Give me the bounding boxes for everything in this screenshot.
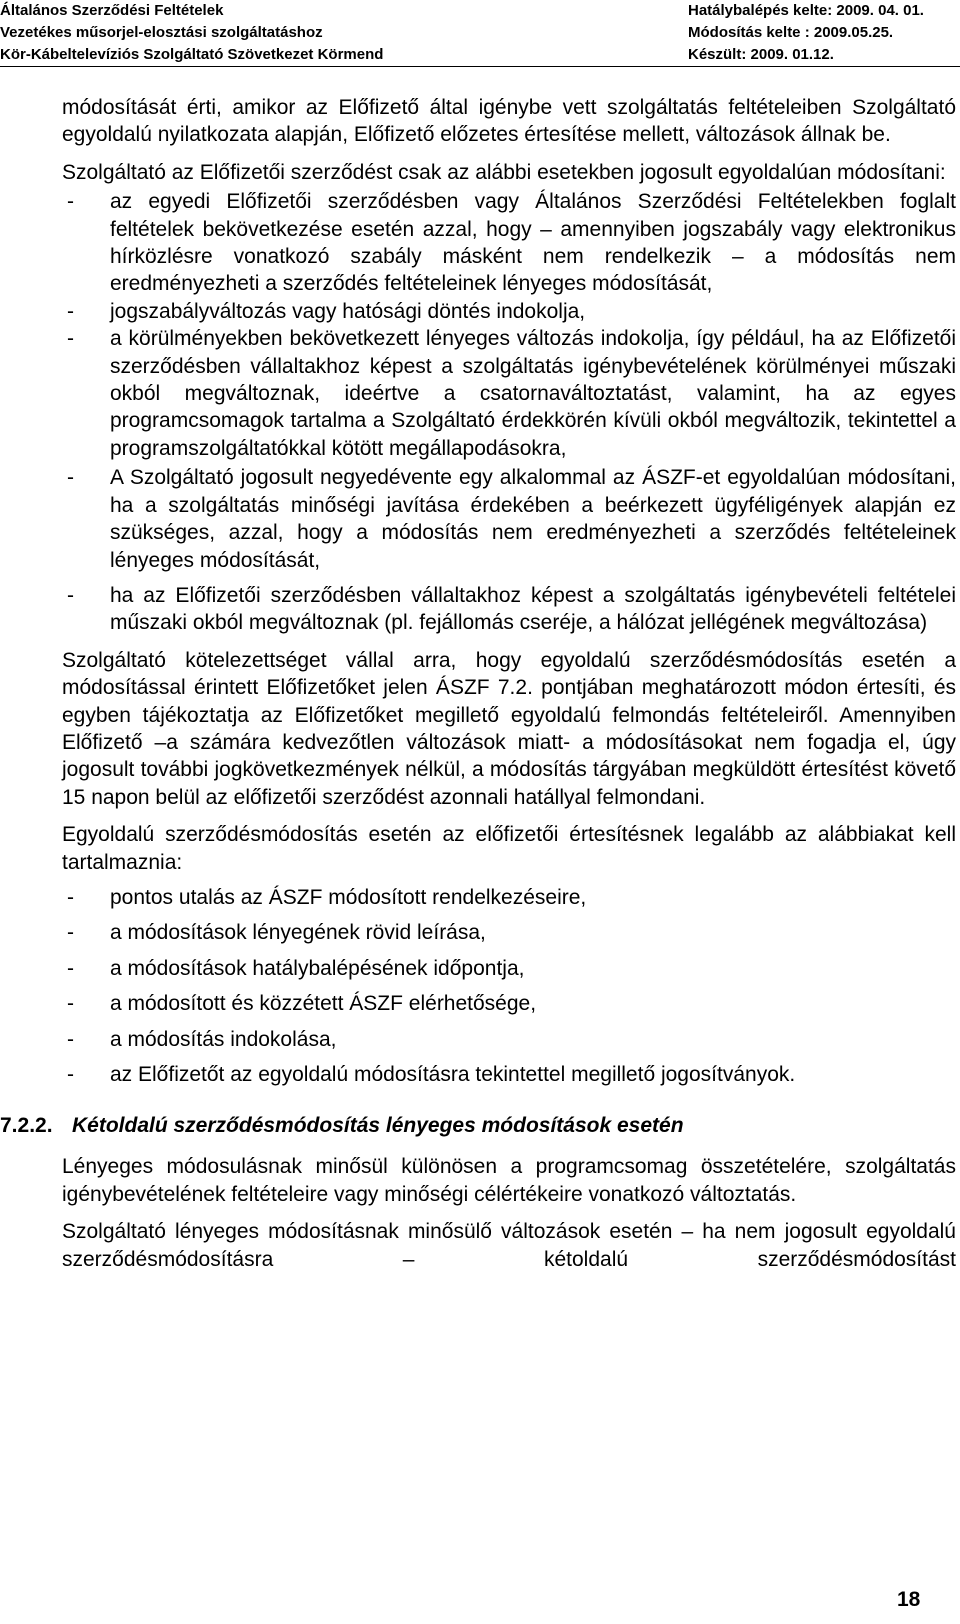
list-item: - a módosítások lényegének rövid leírása, xyxy=(62,919,956,946)
list-item: - ha az Előfizetői szerződésben vállaltakhoz képest a szolgáltatás igénybevételi feltételei műszaki okból megváltoznak (pl. fejállomás cseréje, a hálózat jellégének megváltozása) xyxy=(62,582,956,637)
section-title: Kétoldalú szerződésmódosítás lényeges módosítások esetén xyxy=(72,1114,684,1138)
paragraph: Szolgáltató az Előfizetői szerződést csak az alábbi esetekben jogosult egyoldalúan módosítani: xyxy=(62,160,946,184)
header-company: Kör-Kábeltelevíziós Szolgáltató Szövetkezet Körmend xyxy=(0,46,384,63)
list-item: - A Szolgáltató jogosult negyedévente egy alkalommal az ÁSZF-et egyoldalúan módosítani, ha a szolgáltatás minőségi javítása érdekében a beérkezett ügyféligények alapján ez szükséges, azzal, hogy a módosítás nem eredményezheti a szerződés feltételeinek lényeges módosítását, xyxy=(62,464,956,574)
list-item: - a módosított és közzétett ÁSZF elérhetősége, xyxy=(62,990,956,1017)
paragraph: Szolgáltató lényeges módosításnak minősülő változások esetén – ha nem jogosult egyoldalú szerződésmódosításra – kétoldalú szerződésmódosítást xyxy=(62,1220,956,1271)
list-item: - az egyedi Előfizetői szerződésben vagy Általános Szerződési Feltételekben foglalt feltételek bekövetkezése esetén azzal, hogy – amennyiben jogszabály vagy elektronikus hírközlésre vonatkozó szabály másként nem rendelkezik – a módosítás nem eredményezheti a szerződés feltételeinek lényeges módosítását, xyxy=(62,188,956,298)
paragraph: Szolgáltató kötelezettséget vállal arra, hogy egyoldalú szerződésmódosítás esetén a módosítással érintett Előfizetőket jelen ÁSZF 7.2. pontjában meghatározott módon értesíti, és egyben tájékoztatja az Előfizetőket megillető egyoldalú felmondás feltételeiről. Amennyiben Előfizető –a számára kedvezőtlen változások miatt- a módosításokat nem fogadja el, úgy jogosult további jogkövetkezmények nélkül, a módosítás tárgyában megküldött értesítést követő 15 napon belül az előfizetői szerződést azonnali hatállyal felmondani. xyxy=(62,648,956,809)
list-item: - a körülményekben bekövetkezett lényeges változás indokolja, így például, ha az Előfizetői szerződésben vállaltakhoz képest a szolgáltatás igénybevételének körülményei műszaki okból megváltoznak, ideértve a csatornaváltoztatást, valamint, ha az egyes programcsomagok tartalma a Szolgáltató érdekkörén kívüli okból megváltozik, tekintettel a programszolgáltatókkal kötött megállapodásokra, xyxy=(62,325,956,462)
document-body xyxy=(0,94,956,1283)
paragraph: Egyoldalú szerződésmódosítás esetén az előfizetői értesítésnek legalább az alábbiakat kell tartalmaznia: xyxy=(62,823,956,874)
header-subtitle: Vezetékes műsorjel-elosztási szolgáltatáshoz xyxy=(0,24,323,41)
list-item: - jogszabályváltozás vagy hatósági döntés indokolja, xyxy=(62,298,956,325)
paragraph: Lényeges módosulásnak minősül különösen a programcsomag összetételére, szolgáltatás igénybevételének feltételeire vagy minőségi célértékeire vonatkozó változtatás. xyxy=(62,1155,956,1206)
list-item: - a módosítások hatálybalépésének időpontja, xyxy=(62,955,956,982)
header-created-date: Készült: 2009. 01.12. xyxy=(688,46,834,63)
section-heading xyxy=(0,1112,956,1139)
header-effective-date: Hatálybalépés kelte: 2009. 04. 01. xyxy=(688,2,924,19)
list-item: - a módosítás indokolása, xyxy=(62,1026,956,1053)
header-divider xyxy=(0,66,960,67)
header-modified-date: Módosítás kelte : 2009.05.25. xyxy=(688,24,894,41)
paragraph: módosítását érti, amikor az Előfizető által igénybe vett szolgáltatás feltételeiben Szolgáltató egyoldalú nyilatkozata alapján, Előfizető előzetes értesítése mellett, változások állnak be. xyxy=(62,96,956,147)
page-number: 18 xyxy=(897,1588,921,1611)
section-number: 7.2.2. xyxy=(0,1114,53,1138)
list-item: - az Előfizetőt az egyoldalú módosításra tekintettel megillető jogosítványok. xyxy=(62,1061,956,1088)
notice-contents-list xyxy=(62,884,956,1088)
header-title: Általános Szerződési Feltételek xyxy=(0,2,224,19)
list-item: - pontos utalás az ÁSZF módosított rendelkezéseire, xyxy=(62,884,956,911)
modification-cases-list xyxy=(62,188,956,637)
